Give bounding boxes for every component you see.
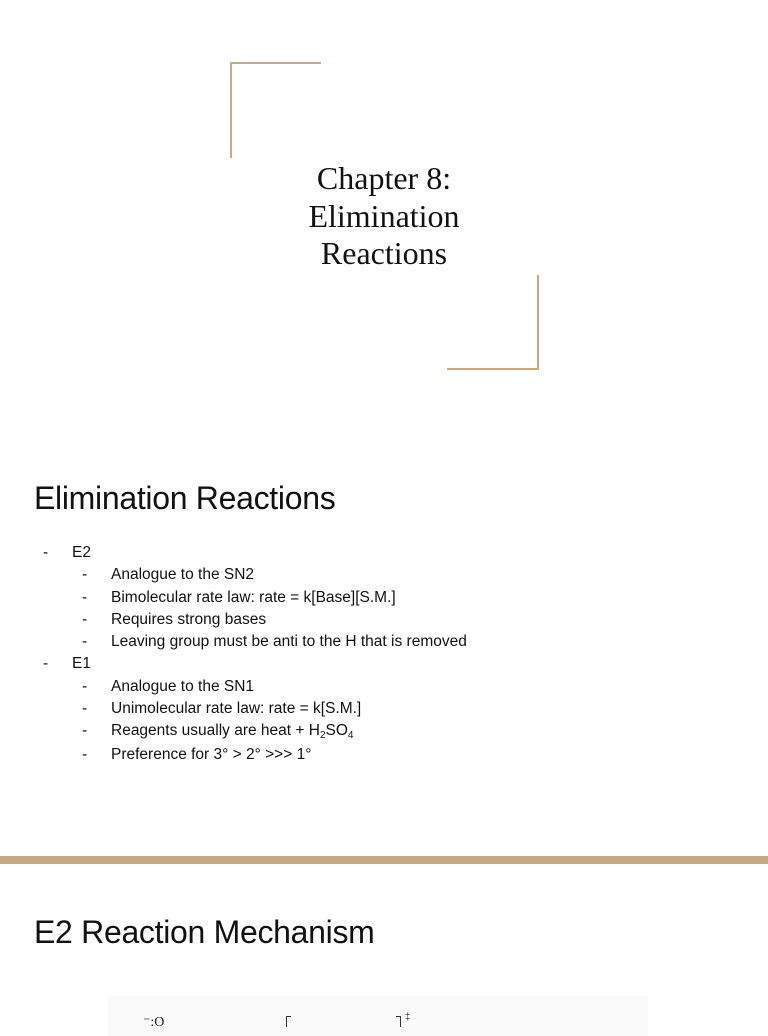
corner-accent-top-left-vertical xyxy=(230,62,232,158)
reagents-text-so: SO xyxy=(325,722,348,740)
e2-mechanism-slide xyxy=(0,864,768,1030)
bullet-text: Analogue to the SN2 xyxy=(111,566,255,584)
corner-accent-bottom-right-vertical xyxy=(537,275,539,370)
bullet-text: Analogue to the SN1 xyxy=(111,677,255,695)
list-item-e1 xyxy=(0,655,768,677)
slide-heading: E2 Reaction Mechanism xyxy=(34,914,375,950)
bullet-text: Unimolecular rate law: rate = k[S.M.] xyxy=(111,700,362,718)
bullet-dash: - xyxy=(43,655,49,673)
bullet-text: Requires strong bases xyxy=(111,610,267,628)
list-item xyxy=(0,589,768,611)
bullet-list xyxy=(0,544,768,769)
bullet-dash: - xyxy=(82,588,88,606)
bullet-text xyxy=(111,722,353,740)
bullet-text: Leaving group must be anti to the H that is removed xyxy=(111,633,467,651)
list-item-reagents xyxy=(0,722,768,746)
slide-heading: Elimination Reactions xyxy=(34,480,336,516)
transition-state-bracket-left xyxy=(286,1016,291,1027)
bullet-dash: - xyxy=(82,746,88,764)
list-item xyxy=(0,700,768,722)
slide-divider xyxy=(0,856,768,864)
bullet-dash: - xyxy=(43,544,49,561)
list-item xyxy=(0,633,768,655)
corner-accent-bottom-right xyxy=(447,368,539,370)
chapter-title xyxy=(234,160,534,273)
bullet-dash: - xyxy=(82,700,88,718)
bullet-text: Preference for 3° > 2° >>> 1° xyxy=(111,746,312,764)
subscript-2: 2 xyxy=(319,730,326,742)
list-item xyxy=(0,566,768,588)
list-item xyxy=(0,611,768,633)
bullet-dash: - xyxy=(82,610,88,628)
title-slide xyxy=(0,0,768,430)
transition-state-symbol: ‡ xyxy=(405,1012,411,1023)
bullet-dash: - xyxy=(82,633,88,651)
bullet-dash: - xyxy=(82,677,88,695)
bullet-dash: - xyxy=(82,722,88,740)
mechanism-diagram xyxy=(108,996,648,1036)
list-item xyxy=(0,678,768,700)
reagents-text: Reagents usually are heat + H xyxy=(111,722,320,740)
mechanism-base-label: ⁻:O xyxy=(143,1015,165,1030)
list-item-e2 xyxy=(0,544,768,566)
corner-accent-top-left xyxy=(230,62,321,64)
transition-state-bracket-right xyxy=(396,1016,401,1027)
subscript-4: 4 xyxy=(347,730,354,742)
chapter-title-line-1: Chapter 8: xyxy=(316,160,452,196)
bullet-dash: - xyxy=(82,566,88,584)
elimination-reactions-slide xyxy=(0,430,768,856)
bullet-text: E2 xyxy=(72,544,91,561)
list-item xyxy=(0,746,768,768)
bullet-text: E1 xyxy=(72,655,91,673)
chapter-title-line-2: Elimination xyxy=(308,197,460,234)
chapter-title-line-3: Reactions xyxy=(320,235,448,271)
bullet-text: Bimolecular rate law: rate = k[Base][S.M.] xyxy=(111,588,396,606)
